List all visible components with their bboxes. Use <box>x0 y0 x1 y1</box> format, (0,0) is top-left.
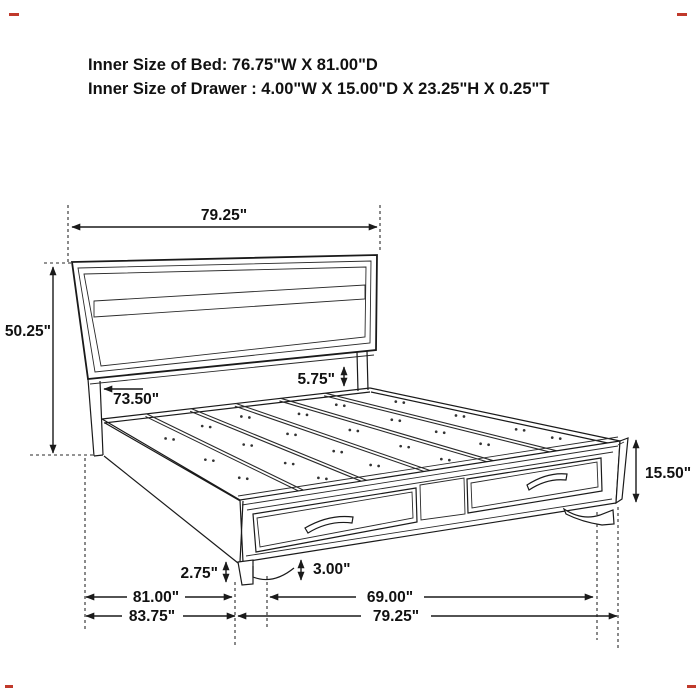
corner-mark-top-right <box>677 13 687 16</box>
dim-rail-height <box>297 367 344 388</box>
dim-label-rail-gap: 2.75" <box>180 565 218 582</box>
left-side-rail-top-edge <box>102 419 242 502</box>
header-text-block <box>88 56 549 98</box>
dim-headboard-height <box>5 267 53 453</box>
left-foot <box>238 560 253 585</box>
dim-label-footboard-span: 69.00" <box>366 589 414 606</box>
dim-label-rail-height: 5.75" <box>297 371 335 388</box>
corner-mark-top-left <box>9 13 19 16</box>
corner-mark-bottom-left <box>5 685 13 688</box>
dim-label-bracket-gap: 3.00" <box>313 561 351 578</box>
dim-headboard-width-top <box>72 207 377 227</box>
headboard-left-leg <box>88 379 103 456</box>
dim-side-rail-floor-gap <box>180 562 226 582</box>
dim-label-outer-width-bottom: 79.25" <box>372 608 420 625</box>
footboard <box>238 437 628 585</box>
dim-outer-width-bottom <box>238 608 617 625</box>
dim-label-top-width: 79.25" <box>200 207 248 224</box>
corner-mark-bottom-right <box>687 685 696 688</box>
dim-inner-depth <box>86 589 232 606</box>
dim-inner-headboard-width <box>104 389 159 408</box>
left-side-rail-bottom-edge <box>104 456 238 563</box>
header-line-drawer-size: Inner Size of Drawer : 4.00"W X 15.00"D X 23.25"H X 0.25"T <box>88 80 550 98</box>
dim-outer-depth <box>86 608 235 625</box>
dim-label-outer-depth: 83.75" <box>128 608 176 625</box>
header-line-bed-size: Inner Size of Bed: 76.75"W X 81.00"D <box>88 56 378 74</box>
dim-label-inner-depth: 81.00" <box>132 589 180 606</box>
dim-label-footboard-height: 15.50" <box>645 465 692 482</box>
dim-label-headboard-height: 50.25" <box>4 323 51 340</box>
dim-foot-bracket-gap <box>301 560 351 580</box>
dim-footboard-inner-span <box>270 589 593 606</box>
dim-label-inner-width: 73.50" <box>113 391 160 408</box>
dim-footboard-height <box>636 440 691 502</box>
right-foot-bracket <box>564 509 614 525</box>
left-foot-bracket <box>253 566 294 580</box>
